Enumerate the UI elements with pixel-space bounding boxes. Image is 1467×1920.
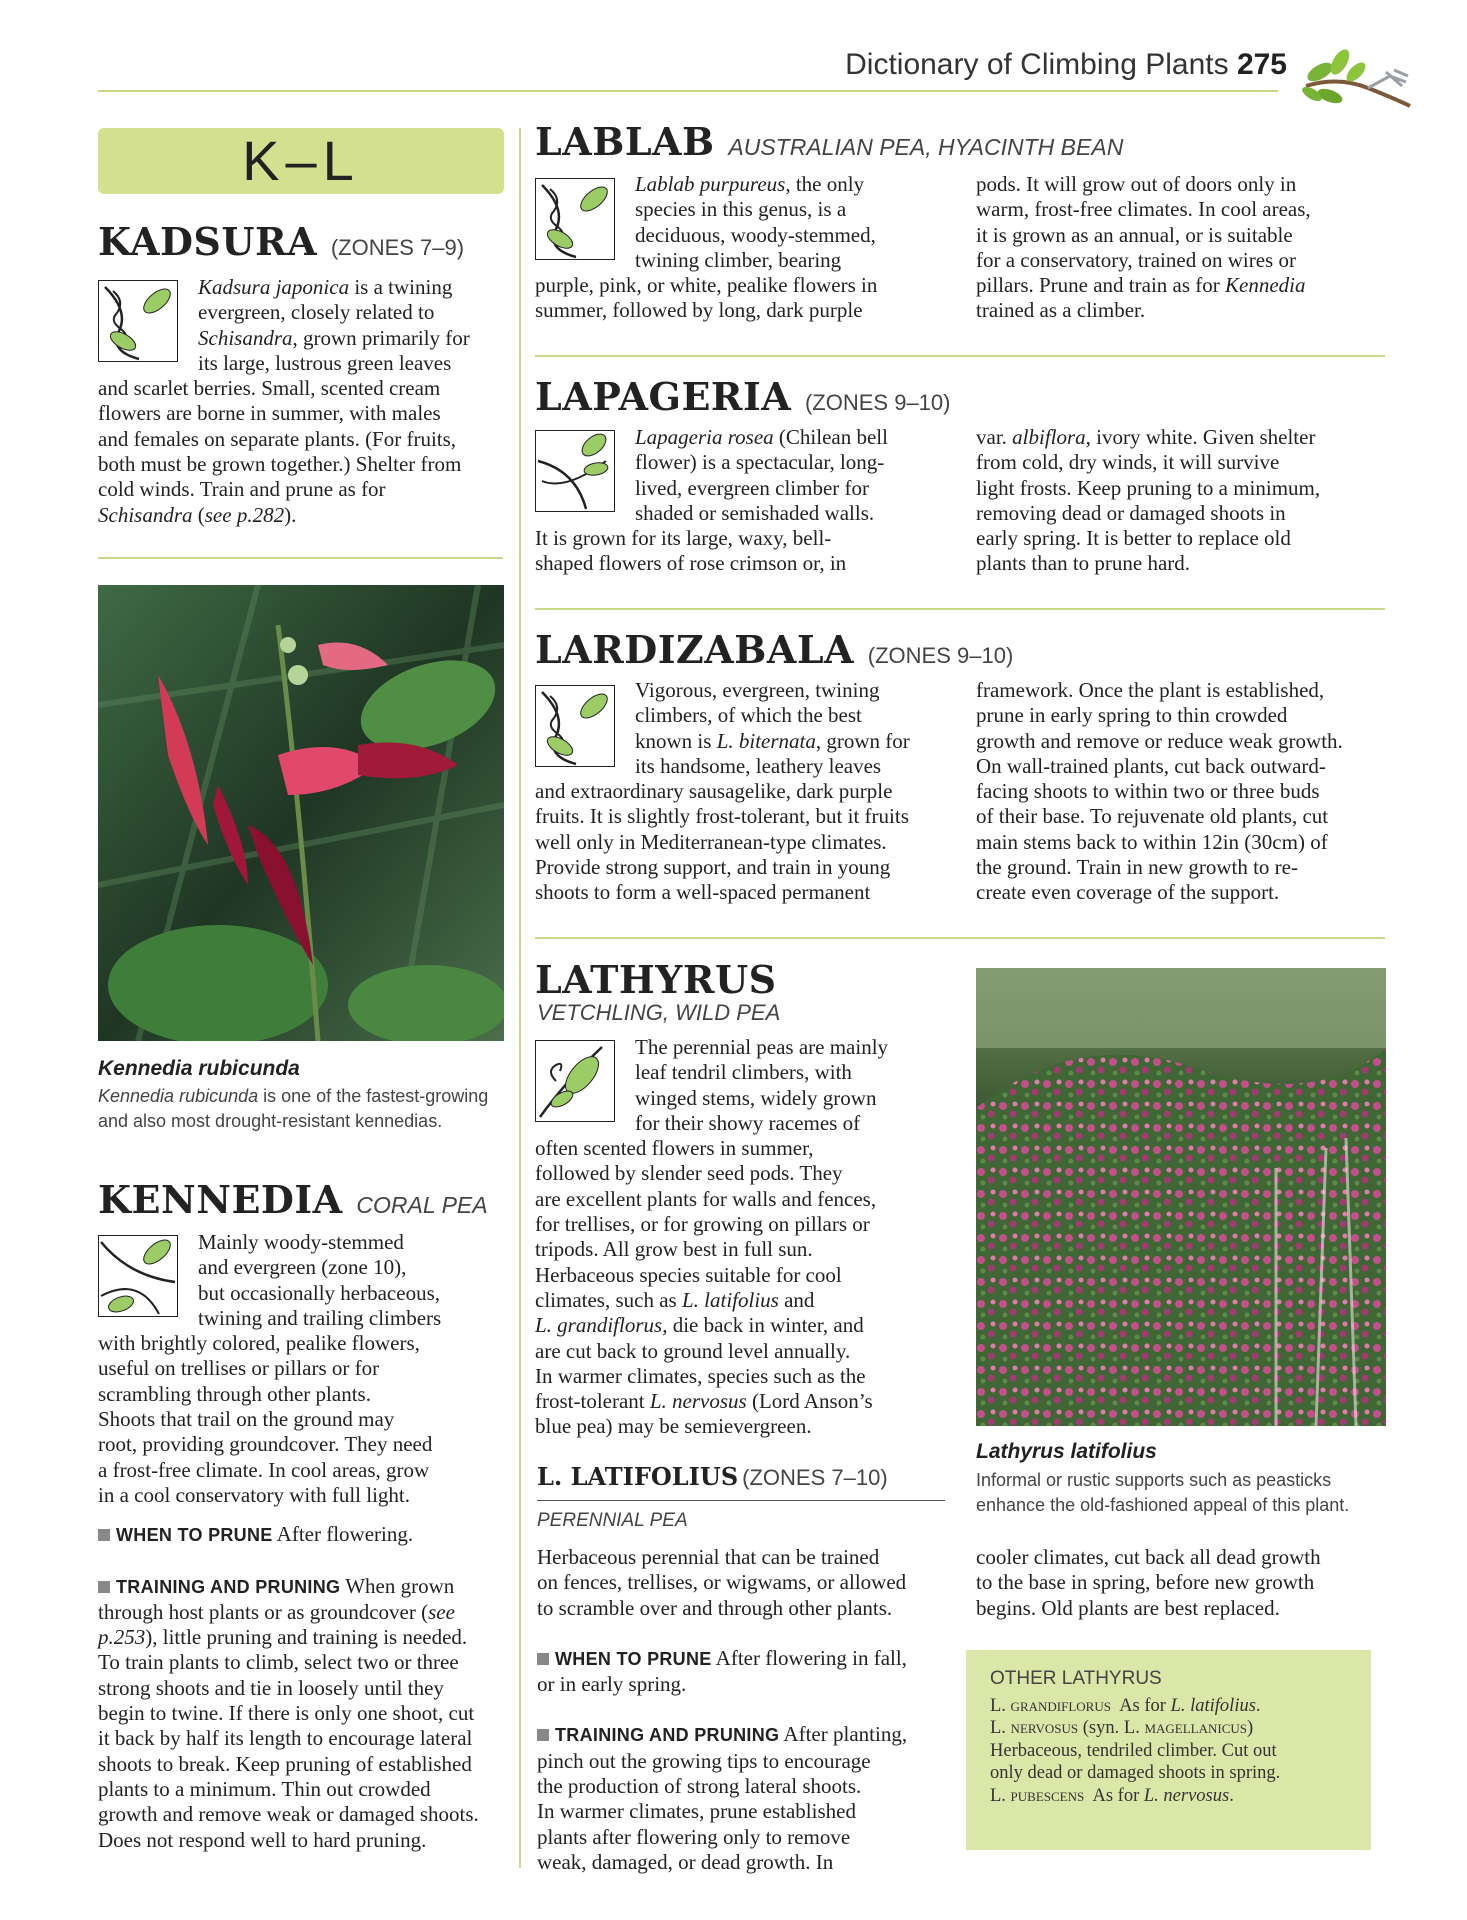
lathyrus-caption: Informal or rustic supports such as peasticks enhance the old-fashioned appeal of this plant. <box>976 1470 1350 1515</box>
lapageria-text-col1: Lapageria rosea (Chilean bell flower) is a spectacular, long- lived, evergreen climber for shaded or semishaded walls. It is grown for its large, waxy, bell- shaped flowers of rose crimson or, in <box>535 425 888 576</box>
bullet-square <box>537 1729 549 1741</box>
latifolius-text-col2: cooler climates, cut back all dead growth to the base in spring, before new growth begins. Old plants are best replaced. <box>976 1545 1321 1620</box>
lablab-text-col1: Lablab purpureus, the only species in this genus, is a deciduous, woody-stemmed, twining climber, bearing purple, pink, or white, pealike flowers in summer, followed by long, dark purple <box>535 172 878 323</box>
lapageria-heading <box>535 375 950 425</box>
running-header <box>845 48 1287 82</box>
section-rule <box>535 937 1385 939</box>
kennedia-photo <box>98 585 504 1041</box>
genus-name: LABLAB <box>535 119 715 164</box>
genus-name: KADSURA <box>98 219 318 264</box>
zones-label: (ZONES 7–9) <box>330 235 465 260</box>
kennedia-caption-title: Kennedia rubicunda <box>98 1057 300 1080</box>
latifolius-text-col1: Herbaceous perennial that can be trained on fences, trellises, or wigwams, or allowed to scramble over and through other plants. WHEN TO PRUNE After flowering in fall, or in early spring. TRAINING AND PRUNING After planting, pinch out the growing tips to encourage the production of strong lateral shoots. In warmer climates, prune established plants after flowering only to remove weak, damaged, or dead growth. In <box>537 1545 908 1874</box>
section-rule <box>535 355 1385 357</box>
common-name: AUSTRALIAN PEA, HYACINTH BEAN <box>728 134 1124 160</box>
header-title: Dictionary of Climbing Plants <box>845 48 1229 81</box>
genus-name: LARDIZABALA <box>535 627 855 672</box>
bullet-square <box>537 1653 549 1665</box>
lablab-heading <box>535 120 1123 169</box>
lathyrus-heading <box>535 958 777 1002</box>
species-name: L. LATIFOLIUS <box>537 1462 739 1491</box>
common-name: CORAL PEA <box>356 1192 488 1218</box>
zones-label: (ZONES 9–10) <box>804 390 951 415</box>
lathyrus-text: The perennial peas are mainly leaf tendril climbers, with winged stems, widely grown for their showy racemes of often scented flowers in summer, followed by slender seed pods. They are excellent plants for walls and fences, for trellises, or for growing on pillars or tripods. All grow best in full sun. Herbaceous species suitable for cool climates, such as L. latifolius and L. grandiflorus, die back in winter, and are cut back to ground level annually. In warmer climates, species such as the frost-tolerant L. nervosus (Lord Anson’s blue pea) may be semievergreen. <box>535 1035 889 1439</box>
lathyrus-photo <box>976 968 1386 1426</box>
latifolius-rule <box>537 1500 945 1501</box>
section-banner: K–L <box>98 128 504 194</box>
lathyrus-caption-title: Lathyrus latifolius <box>976 1440 1157 1463</box>
kennedia-caption: Kennedia rubicunda is one of the fastest-growing and also most drought-resistant kennedias. <box>98 1086 489 1131</box>
other-lathyrus-content: OTHER LATHYRUS L. grandiflorus As for L. latifolius. L. nervosus (syn. L. magellanicus) Herbaceous, tendriled climber. Cut out only dead or damaged shoots in spring. L. pubescens As for L. nervosus. <box>990 1668 1360 1807</box>
other-lathyrus-title: OTHER LATHYRUS <box>990 1668 1162 1689</box>
genus-name: LATHYRUS <box>535 957 777 1002</box>
column-divider <box>519 128 521 1868</box>
lapageria-text-col2: var. albiflora, ivory white. Given shelter from cold, dry winds, it will survive light frosts. Keep pruning to a minimum, removing dead or damaged shoots in early spring. It is better to replace old plants than to prune hard. <box>976 425 1321 576</box>
kennedia-heading <box>98 1178 488 1227</box>
kadsura-text: Kadsura japonica is a twining evergreen, closely related to Schisandra, grown primarily for its large, lustrous green leaves and scarlet berries. Small, scented cream flowers are borne in summer, with males and females on separate plants. (For fruits, both must be grown together.) Shelter from cold winds. Train and prune as for Schisandra (see p.282). <box>98 275 470 527</box>
zones-label: (ZONES 9–10) <box>867 643 1014 668</box>
lablab-text-col2: pods. It will grow out of doors only in warm, frost-free climates. In cool areas, it is grown as an annual, or is suitable for a conservatory, trained on wires or pillars. Prune and train as for Kennedia trained as a climber. <box>976 172 1311 323</box>
kennedia-text: Mainly woody-stemmed and evergreen (zone 10), but occasionally herbaceous, twining and trailing climbers with brightly colored, pealike flowers, useful on trellises or pillars or for scrambling through other plants. Shoots that trail on the ground may root, providing groundcover. They need a frost-free climate. In cool areas, grow in a cool conservatory with full light. WHEN TO PRUNE After flowering. TRAINING AND PRUNING When grown through host plants or as groundcover (see p.253), little pruning and training is needed. To train plants to climb, select two or three strong shoots and tie in loosely until they begin to twine. If there is only one shoot, cut it back by half its length to encourage lateral shoots to break. Keep pruning of established plants to a minimum. Thin out crowded growth and remove weak or damaged shoots. Does not respond well to hard pruning. <box>98 1230 479 1852</box>
bullet-square <box>98 1581 110 1593</box>
genus-name: LAPAGERIA <box>535 374 792 419</box>
page-number: 275 <box>1236 48 1287 81</box>
lathyrus-common-name: VETCHLING, WILD PEA <box>537 1000 781 1025</box>
zones-label: (ZONES 7–10) <box>742 1465 888 1490</box>
latifolius-common-name: PERENNIAL PEA <box>537 1510 688 1531</box>
latifolius-heading <box>537 1462 888 1491</box>
section-rule <box>535 608 1385 610</box>
branch-logo <box>1298 36 1416 120</box>
bullet-square <box>98 1529 110 1541</box>
genus-name: KENNEDIA <box>98 1177 343 1222</box>
kadsura-heading <box>98 220 464 270</box>
header-rule <box>98 90 1278 92</box>
section-rule <box>98 557 503 559</box>
lardizabala-text-col1: Vigorous, evergreen, twining climbers, of which the best known is L. biternata, grown for its handsome, leathery leaves and extraordinary sausagelike, dark purple fruits. It is slightly frost-tolerant, but it fruits well only in Mediterranean-type climates. Provide strong support, and train in young shoots to form a well-spaced permanent <box>535 678 910 905</box>
lardizabala-text-col2: framework. Once the plant is established, prune in early spring to thin crowded growth and remove or reduce weak growth. On wall-trained plants, cut back outward- facing shoots to within two or three buds of their base. To rejuvenate old plants, cut main stems back to within 12in (30cm) of the ground. Train in new growth to re- create even coverage of the support. <box>976 678 1343 905</box>
lardizabala-heading <box>535 628 1013 678</box>
